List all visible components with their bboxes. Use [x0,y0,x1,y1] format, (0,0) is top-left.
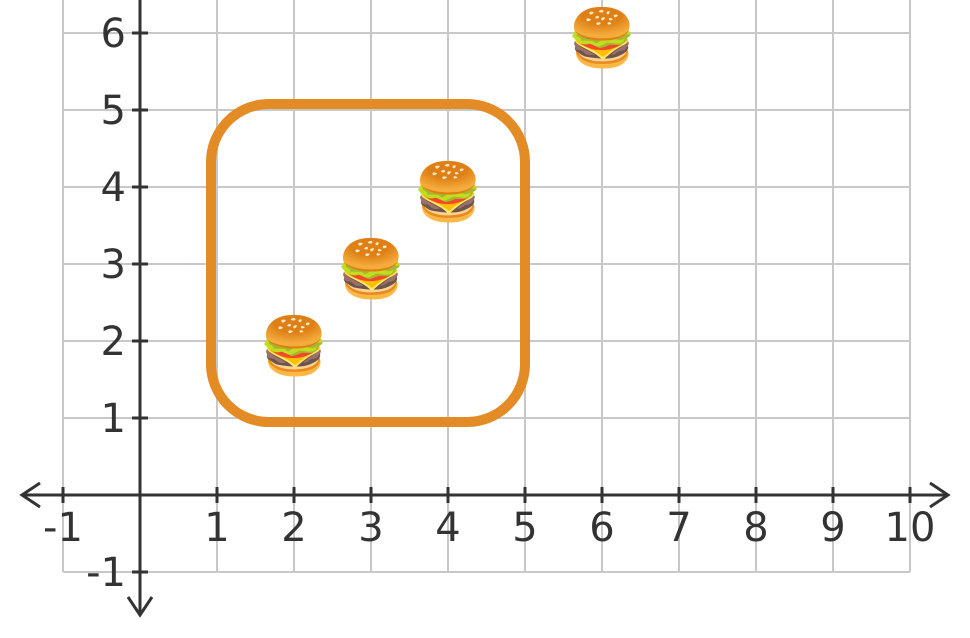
hamburger-icon: 🍔 [413,160,483,225]
data-point [259,314,329,379]
x-tick-label: 2 [281,505,307,551]
hamburger-icon: 🍔 [259,314,329,379]
x-tick-label: 1 [204,505,230,551]
x-tick-label: 9 [820,505,846,551]
x-tick-label: 8 [743,505,769,551]
data-point [413,160,483,225]
data-point [567,6,637,71]
hamburger-icon: 🍔 [336,237,406,302]
x-tick-label: 5 [512,505,538,551]
y-tick-label: 6 [100,11,126,57]
x-tick-label: 7 [666,505,692,551]
tick-labels [43,11,935,596]
y-tick-label: -1 [86,550,126,596]
axes [22,0,948,615]
hamburger-icon: 🍔 [567,6,637,71]
y-tick-label: 2 [100,319,126,365]
x-tick-label: 3 [358,505,384,551]
y-tick-label: 5 [100,88,126,134]
grid [63,0,910,572]
y-tick-label: 3 [100,242,126,288]
x-tick-label: 4 [435,505,461,551]
x-tick-label: -1 [43,505,83,551]
y-tick-label: 1 [100,396,126,442]
data-point [336,237,406,302]
y-tick-label: 4 [100,165,126,211]
x-tick-label: 6 [589,505,615,551]
x-tick-label: 10 [884,505,936,551]
